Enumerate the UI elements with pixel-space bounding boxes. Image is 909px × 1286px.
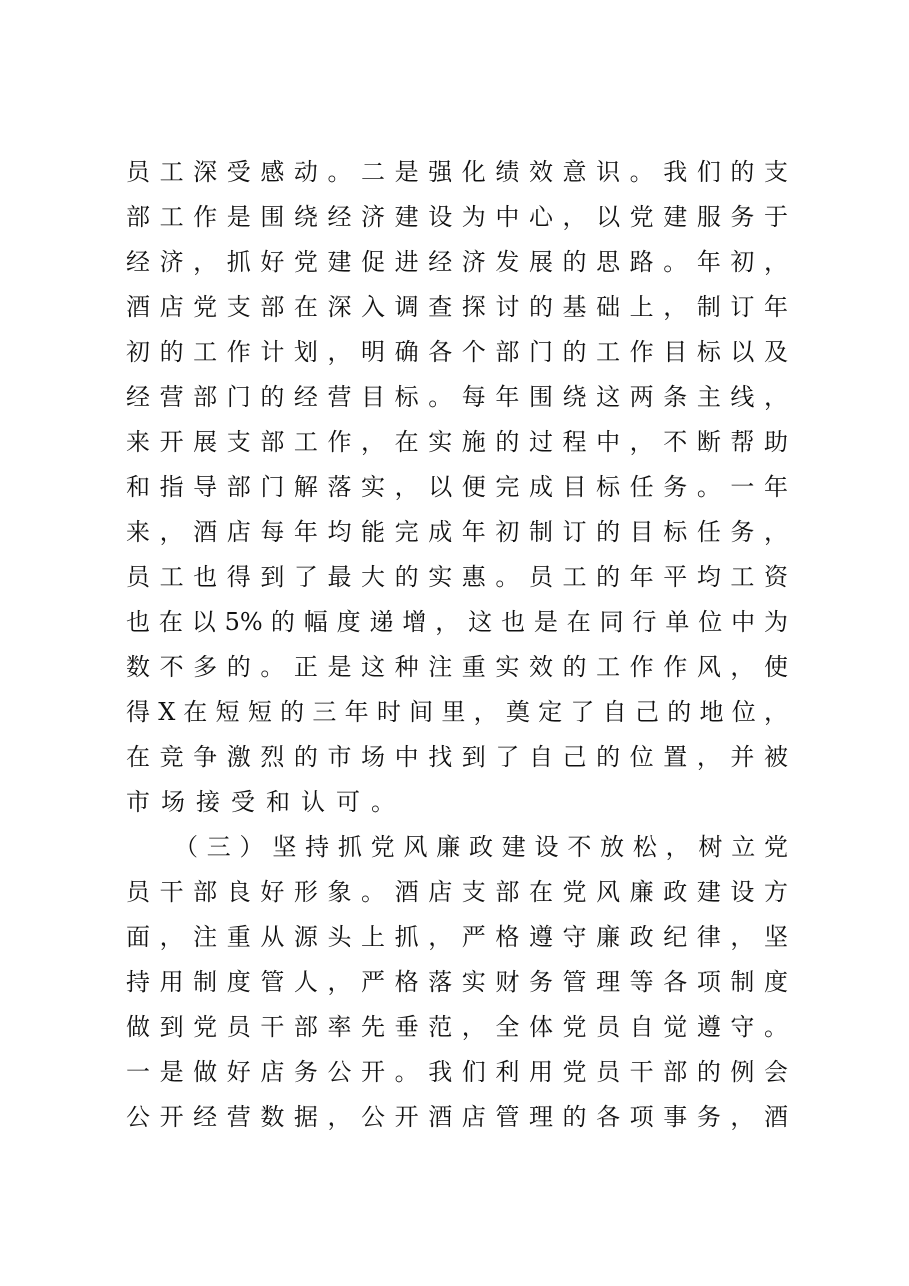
text-line: 酒 店 党 支 部 在 深 入 调 查 探 讨 的 基 础 上 ， 制 订 年 bbox=[126, 293, 788, 321]
text-line: 员 干 部 良 好 形 象 。 酒 店 支 部 在 党 风 廉 政 建 设 方 bbox=[126, 878, 788, 906]
text-line: 来 ， 酒 店 每 年 均 能 完 成 年 初 制 订 的 目 标 任 务 ， bbox=[126, 518, 788, 546]
text-line: 部 工 作 是 围 绕 经 济 建 设 为 中 心 ， 以 党 建 服 务 于 bbox=[126, 203, 788, 231]
text-line: 持 用 制 度 管 人 ， 严 格 落 实 财 务 管 理 等 各 项 制 度 bbox=[126, 968, 788, 996]
text-line: 来 开 展 支 部 工 作 ， 在 实 施 的 过 程 中 ， 不 断 帮 助 bbox=[126, 428, 788, 456]
paragraph-1 bbox=[126, 150, 788, 825]
text-line: 公 开 经 营 数 据 ， 公 开 酒 店 管 理 的 各 项 事 务 ， 酒 bbox=[126, 1103, 788, 1131]
text-line: 做 到 党 员 干 部 率 先 垂 范 ， 全 体 党 员 自 觉 遵 守 。 bbox=[126, 1013, 788, 1041]
paragraph-2 bbox=[126, 825, 788, 1140]
text-line: 得 X 在 短 短 的 三 年 时 间 里 ， 奠 定 了 自 己 的 地 位 ， bbox=[126, 698, 788, 726]
text-line: 面 ， 注 重 从 源 头 上 抓 ， 严 格 遵 守 廉 政 纪 律 ， 坚 bbox=[126, 923, 788, 951]
text-line: 初 的 工 作 计 划 ， 明 确 各 个 部 门 的 工 作 目 标 以 及 bbox=[126, 338, 788, 366]
text-line-last: 市场接受和认可。 bbox=[126, 788, 406, 816]
text-line: 经 营 部 门 的 经 营 目 标 。 每 年 围 绕 这 两 条 主 线 ， bbox=[126, 383, 788, 411]
text-line: 员 工 也 得 到 了 最 大 的 实 惠 。 员 工 的 年 平 均 工 资 bbox=[126, 563, 788, 591]
text-line: 在 竞 争 激 烈 的 市 场 中 找 到 了 自 己 的 位 置 ， 并 被 bbox=[126, 743, 788, 771]
text-line: 也 在 以 5% 的 幅 度 递 增 ， 这 也 是 在 同 行 单 位 中 为 bbox=[126, 608, 788, 636]
text-line: 经 济 ， 抓 好 党 建 促 进 经 济 发 展 的 思 路 。 年 初 ， bbox=[126, 248, 788, 276]
text-line: 数 不 多 的 。 正 是 这 种 注 重 实 效 的 工 作 作 风 ， 使 bbox=[126, 653, 788, 681]
text-line-indented: （ 三 ） 坚 持 抓 党 风 廉 政 建 设 不 放 松 ， 树 立 党 bbox=[174, 833, 788, 861]
text-line: 一 是 做 好 店 务 公 开 。 我 们 利 用 党 员 干 部 的 例 会 bbox=[126, 1058, 788, 1086]
document-body bbox=[126, 150, 788, 1140]
text-line: 员 工 深 受 感 动 。 二 是 强 化 绩 效 意 识 。 我 们 的 支 bbox=[126, 158, 788, 186]
text-line: 和 指 导 部 门 解 落 实 ， 以 便 完 成 目 标 任 务 。 一 年 bbox=[126, 473, 788, 501]
